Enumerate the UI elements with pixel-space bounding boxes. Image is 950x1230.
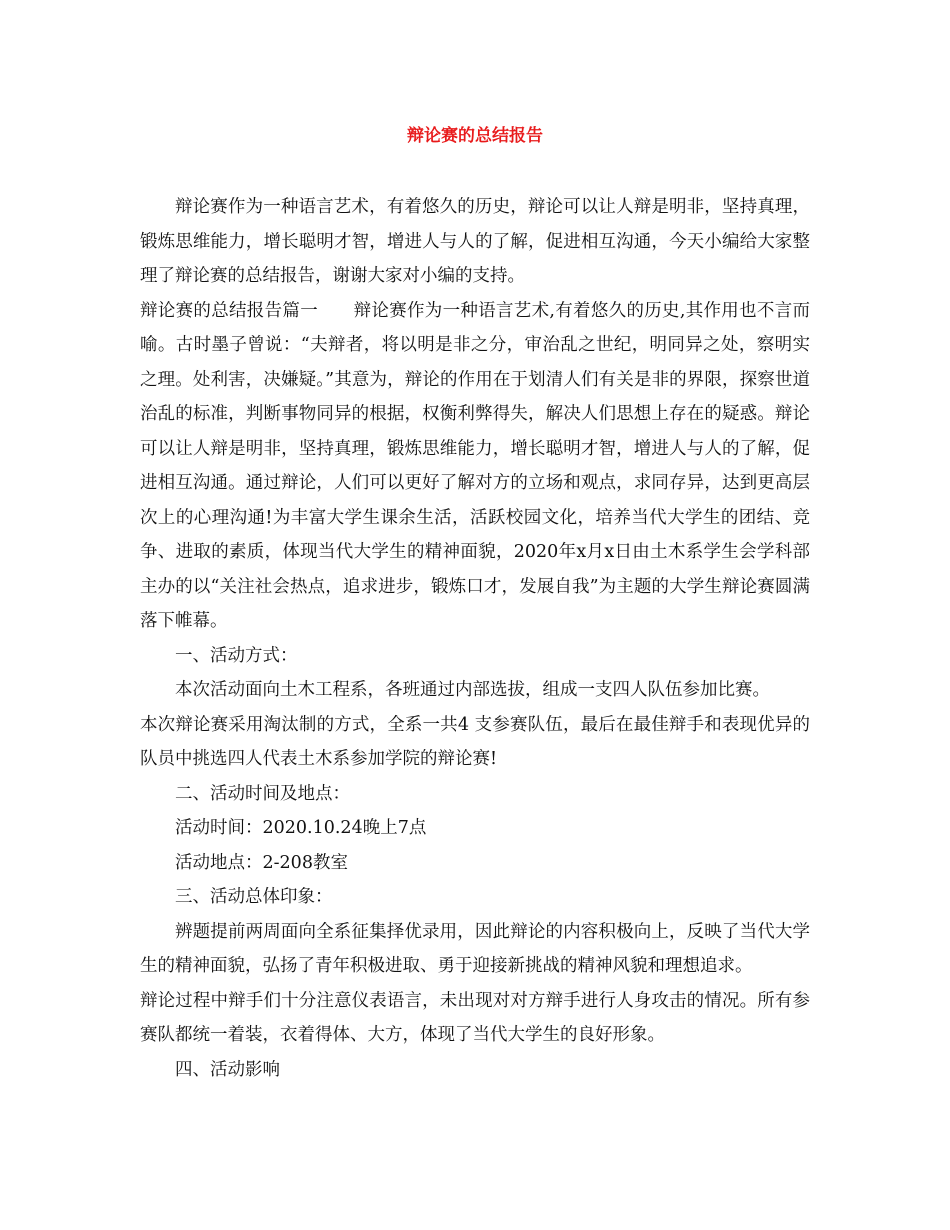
section-heading-time-place: 二、活动时间及地点： bbox=[175, 783, 350, 804]
paragraph-article-one: 辩论赛的总结报告篇一 辩论赛作为一种语言艺术,有着悠久的历史,其作用也不言而喻。古时墨子曾说：“夫辩者，将以明是非之分，审治乱之世纪，明同异之处，察明实之理。处利害，决嫌疑。”其意为，辩论的作用在于划清人们有关是非的界限，探察世道治乱的标准，判断事物同异的根据，权衡利弊得失，解决人们思想上存在的疑惑。辩论可以让人辩是明非，坚持真理，锻炼思维能力，增长聪明才智，增进人与人的了解，促进相互沟通。通过辩论，人们可以更好了解对方的立场和观点，求同存异，达到更高层次上的心理沟通!为丰富大学生课余生活，活跃校园文化，培养当代大学生的团结、竞争、进取的素质，体现当代大学生的精神面貌，2020年x月x日由土木系学生会学科部主办的以“关注社会热点，追求进步，锻炼口才，发展自我”为主题的大学生辩论赛圆满落下帷幕。 bbox=[140, 300, 810, 631]
section-heading-activity-method: 一、活动方式： bbox=[175, 645, 298, 666]
document-body bbox=[140, 190, 810, 1087]
paragraph-activity-time: 活动时间：2020.10.24晚上7点 bbox=[175, 818, 427, 838]
document-title: 辩论赛的总结报告 bbox=[407, 126, 543, 146]
section-heading-impression: 三、活动总体印象： bbox=[175, 887, 333, 907]
paragraph-elimination-format: 本次辩论赛采用淘汰制的方式，全系一共4 支参赛队伍，最后在最佳辩手和表现优异的队员中挑选四人代表土木系参加学院的辩论赛! bbox=[140, 714, 810, 769]
paragraph-impression-topics: 辨题提前两周面向全系征集择优录用，因此辩论的内容积极向上，反映了当代大学生的精神面貌，弘扬了青年积极进取、勇于迎接新挑战的精神风貌和理想追求。 bbox=[140, 921, 810, 976]
paragraph-activity-place: 活动地点：2-208教室 bbox=[175, 852, 348, 873]
paragraph-impression-conduct: 辩论过程中辩手们十分注意仪表语言，未出现对对方辩手进行人身攻击的情况。所有参赛队都统一着装，衣着得体、大方，体现了当代大学生的良好形象。 bbox=[140, 990, 810, 1045]
paragraph-activity-method: 本次活动面向土木工程系，各班通过内部选拔，组成一支四人队伍参加比赛。 bbox=[175, 680, 770, 700]
paragraph-intro: 辩论赛作为一种语言艺术，有着悠久的历史，辩论可以让人辩是明非，坚持真理，锻炼思维能力，增长聪明才智，增进人与人的了解，促进相互沟通，今天小编给大家整理了辩论赛的总结报告，谢谢大家对小编的支持。 bbox=[140, 197, 810, 286]
section-heading-influence: 四、活动影响 bbox=[175, 1059, 280, 1080]
